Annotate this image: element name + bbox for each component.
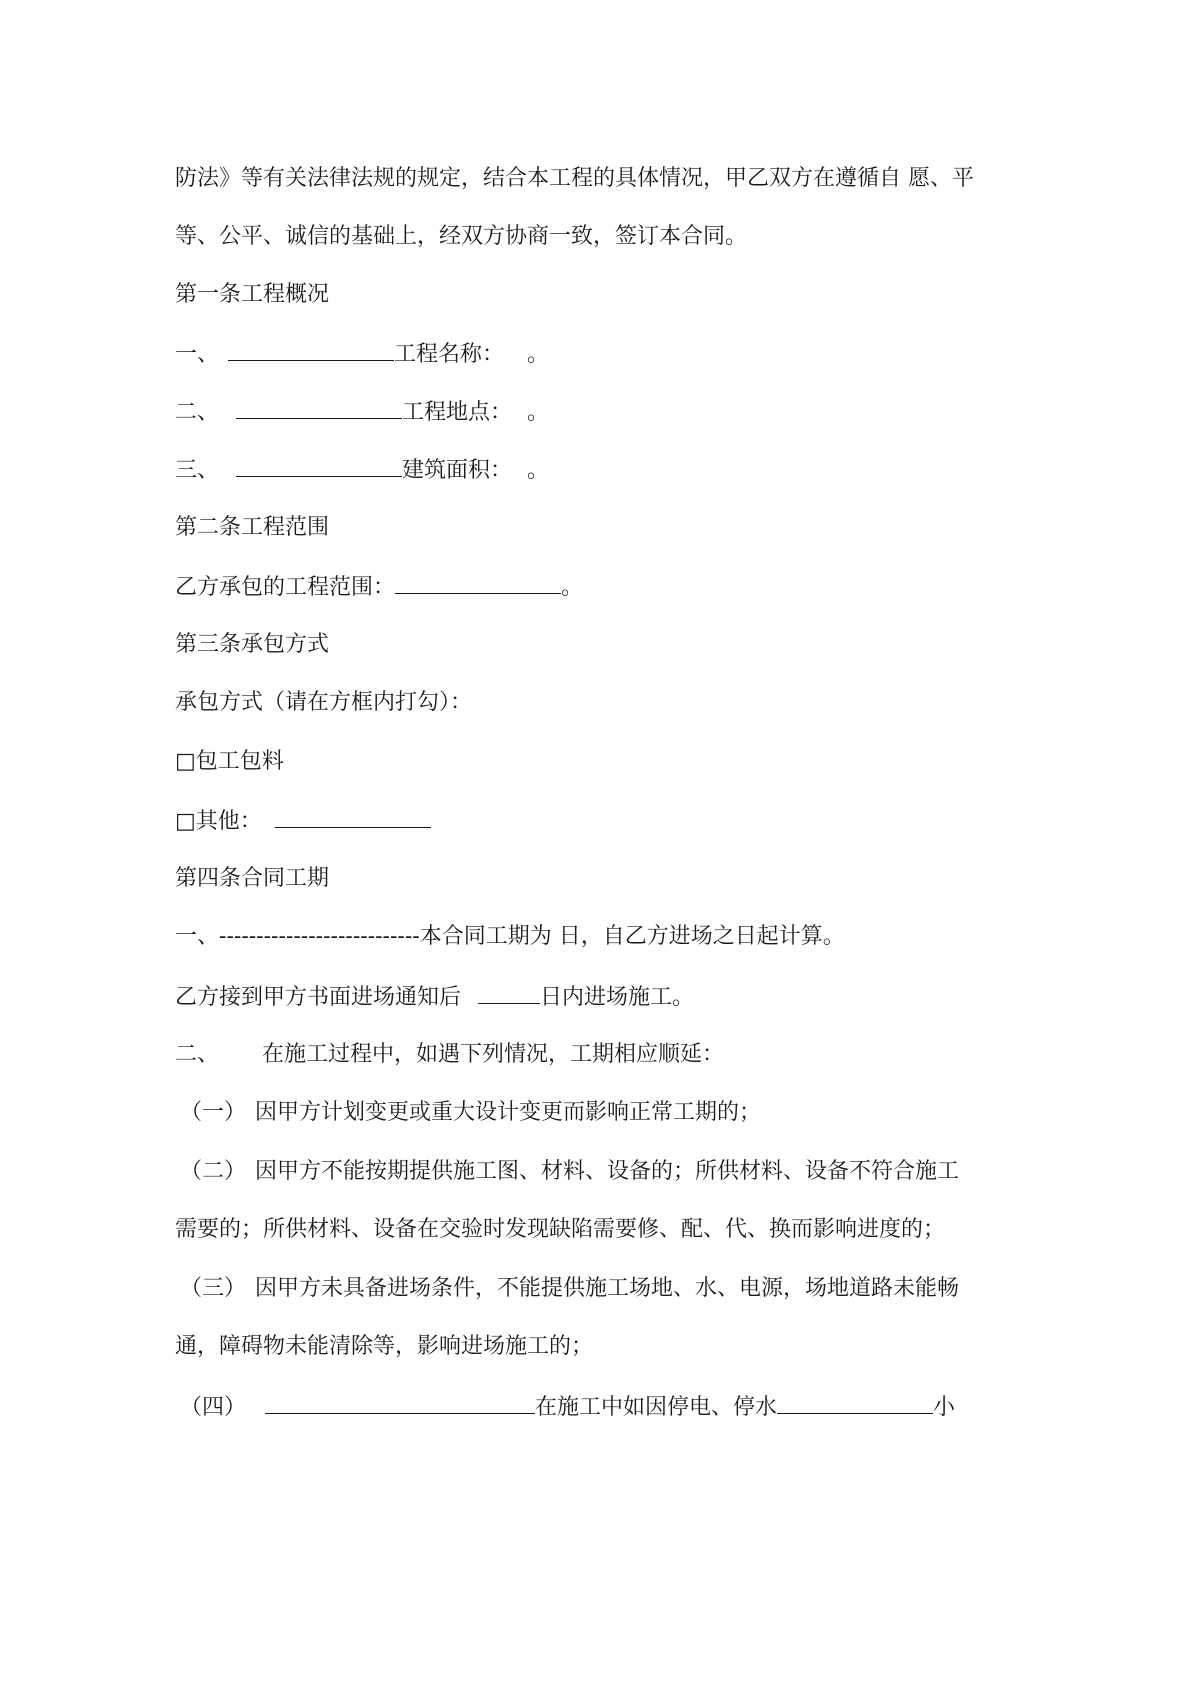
clause-4-end: 小 <box>933 1395 956 1420</box>
clause-number: （三） <box>180 1276 247 1301</box>
scope-row <box>175 571 583 603</box>
contract-mode-instruction: 承包方式（请在方框内打勾）： <box>175 690 473 715</box>
clause-1-row <box>180 1098 761 1128</box>
period: 。 <box>561 575 584 600</box>
entry-notice-row <box>175 981 694 1013</box>
option-other-blank <box>275 805 431 828</box>
project-location-row <box>175 396 549 428</box>
entry-notice-end: 日内进场施工。 <box>540 985 695 1010</box>
item-number: 二、 <box>175 1042 220 1067</box>
clause-3-row <box>180 1274 959 1304</box>
article-1-heading: 第一条工程概况 <box>175 282 330 307</box>
item-number: 一、 <box>175 342 220 367</box>
entry-notice-text: 乙方接到甲方书面进场通知后 <box>175 985 462 1010</box>
scope-blank <box>395 571 561 594</box>
period: 。 <box>527 400 550 425</box>
dash-line: --------------------------- <box>219 924 420 949</box>
option-other-row <box>175 805 431 837</box>
intro-line-1: 防法》等有关法律法规的规定，结合本工程的具体情况，甲乙双方在遵循自 愿、平 <box>175 166 974 191</box>
extension-intro-row <box>175 1040 724 1070</box>
extension-intro-text: 在施工过程中，如遇下列情况，工期相应顺延： <box>262 1042 725 1067</box>
period: 。 <box>527 342 550 367</box>
clause-number: （二） <box>180 1159 247 1184</box>
article-4-heading: 第四条合同工期 <box>175 866 330 891</box>
option-labor-and-materials: □包工包料 <box>175 749 284 774</box>
clause-4-blank-1 <box>265 1391 535 1414</box>
option-other: □其他： <box>175 809 262 834</box>
clause-number: （四） <box>180 1395 247 1420</box>
building-area-row <box>175 454 549 486</box>
article-3-heading: 第三条承包方式 <box>175 632 330 657</box>
clause-4-text: 在施工中如因停电、停水 <box>535 1395 778 1420</box>
item-number: 一、 <box>175 924 220 949</box>
clause-2-text: 因甲方不能按期提供施工图、材料、设备的；所供材料、设备不符合施工 <box>255 1159 960 1184</box>
item-number: 三、 <box>175 458 220 483</box>
duration-row <box>175 922 845 952</box>
duration-text: 本合同工期为 日，自乙方进场之日起计算。 <box>419 924 845 949</box>
project-name-blank <box>228 338 394 361</box>
article-2-heading: 第二条工程范围 <box>175 515 330 540</box>
project-location-blank <box>236 396 402 419</box>
clause-4-row <box>180 1391 955 1423</box>
project-name-row <box>175 338 549 370</box>
clause-1-text: 因甲方计划变更或重大设计变更而影响正常工期的； <box>255 1100 762 1125</box>
item-number: 二、 <box>175 400 220 425</box>
clause-4-blank-2 <box>777 1391 933 1414</box>
clause-3-text: 因甲方未具备进场条件，不能提供施工场地、水、电源，场地道路未能畅 <box>255 1276 960 1301</box>
intro-line-2: 等、公平、诚信的基础上，经双方协商一致，签订本合同。 <box>175 224 748 249</box>
clause-2-continuation: 需要的；所供材料、设备在交验时发现缺陷需要修、配、代、换而影响进度的； <box>175 1217 946 1242</box>
clause-number: （一） <box>180 1100 247 1125</box>
project-name-label: 工程名称： <box>394 342 505 367</box>
clause-3-continuation: 通，障碍物未能清除等，影响进场施工的； <box>175 1334 594 1359</box>
clause-2-row <box>180 1157 959 1187</box>
entry-days-blank <box>478 981 540 1004</box>
building-area-label: 建筑面积： <box>402 458 513 483</box>
scope-label: 乙方承包的工程范围： <box>175 575 396 600</box>
building-area-blank <box>236 454 402 477</box>
period: 。 <box>527 458 550 483</box>
project-location-label: 工程地点： <box>402 400 513 425</box>
